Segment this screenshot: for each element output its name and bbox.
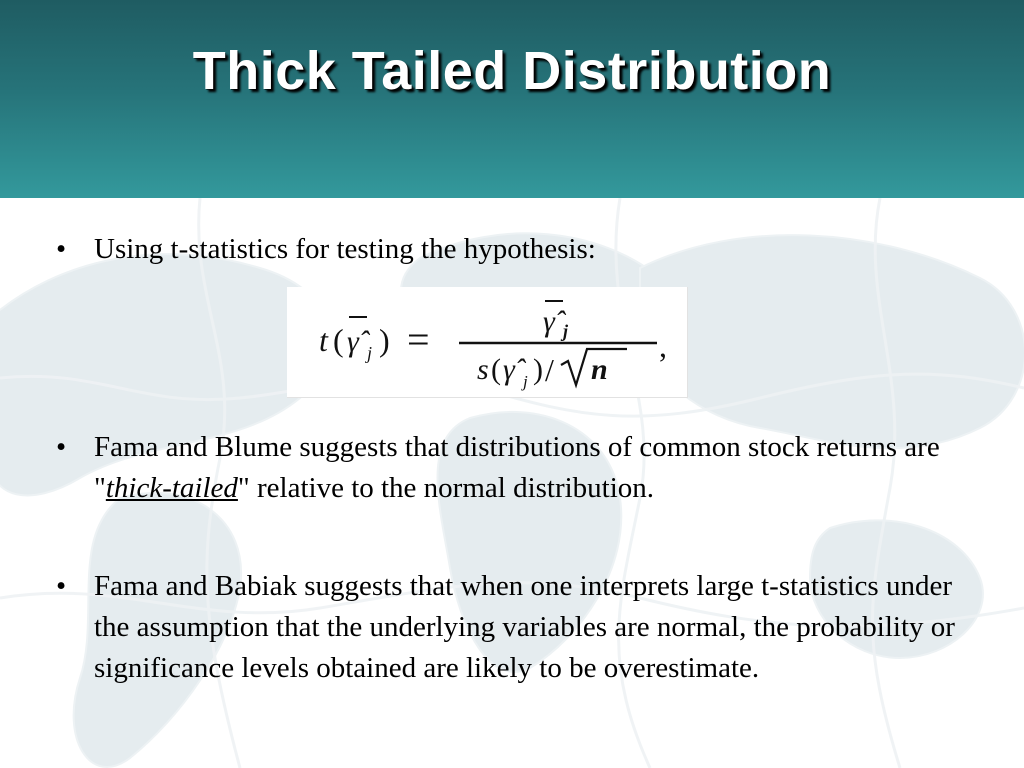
formula-comma: , xyxy=(659,328,667,364)
formula-den-close: ) xyxy=(533,353,543,386)
bullet-dot: • xyxy=(56,233,67,265)
formula-equals: = xyxy=(407,317,430,362)
formula-lhs-sub: j xyxy=(367,343,373,363)
bullet-dot: • xyxy=(56,570,67,602)
formula-graphic xyxy=(287,287,687,397)
formula-den-sub: j xyxy=(523,372,528,391)
formula-num-gamma: γ̂ xyxy=(543,305,555,338)
formula-den-s: s xyxy=(477,353,489,386)
bullet-dot: • xyxy=(56,431,67,463)
formula-num-sub: j xyxy=(563,321,569,341)
formula-lhs-gamma: γ̂ xyxy=(347,325,359,358)
formula-lhs-open: ( xyxy=(333,322,344,358)
bullet-text: Fama and Babiak suggests that when one interprets large t-statistics under the assumption that the underlying variables are normal, the probability or significance levels obtained are likely to be overestimate. xyxy=(94,570,955,684)
formula-den-slash: / xyxy=(545,352,554,388)
bullet-text: Using t-statistics for testing the hypothesis: xyxy=(94,233,596,265)
t-statistic-formula xyxy=(287,287,688,398)
formula-lhs-close: ) xyxy=(379,322,390,358)
slide-title: Thick Tailed Distribution xyxy=(192,41,832,101)
formula-den-gamma: γ̂ xyxy=(503,353,515,386)
title-banner xyxy=(0,0,1024,198)
formula-den-open: ( xyxy=(491,353,501,386)
bullet-text-after: " relative to the normal distribution. xyxy=(237,472,655,504)
bullet-item xyxy=(56,229,994,270)
formula-lhs-t: t xyxy=(319,322,328,358)
bullet-text-before: Fama and Blume suggests that distributions of common stock returns are " xyxy=(94,431,940,504)
bullet-item xyxy=(56,566,994,689)
thick-tailed-emphasis: thick-tailed xyxy=(105,472,238,504)
bullet-item xyxy=(56,427,994,509)
formula-den-n: n xyxy=(591,353,608,386)
